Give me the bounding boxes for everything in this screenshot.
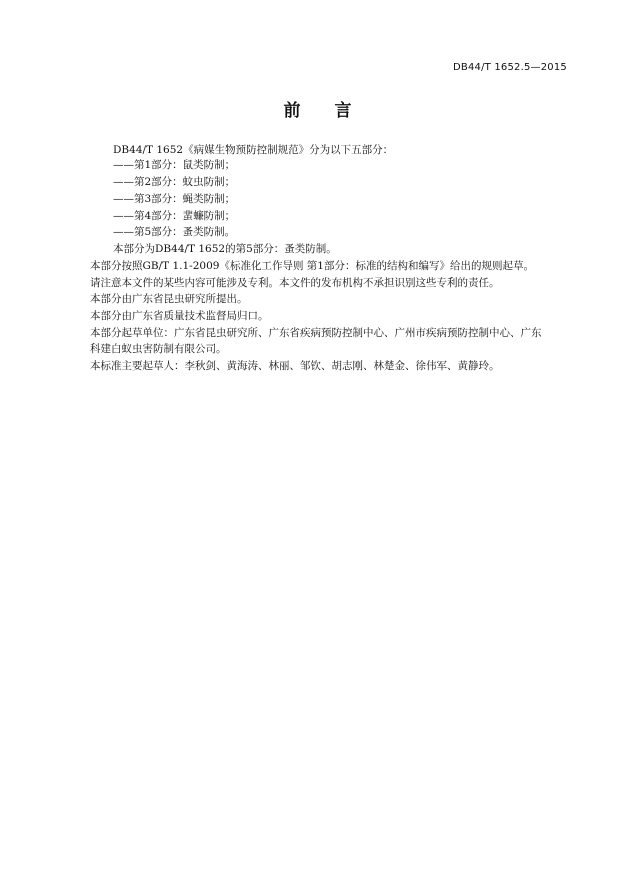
page-title-char-1: 前 [283, 101, 301, 121]
paragraph-drafting-units-cont: 科建白蚁虫害防制有限公司。 [90, 343, 227, 355]
standard-code: DB44/T 1652.5—2015 [453, 62, 567, 73]
list-item-part-4: ——第4部分：蜚蠊防制； [113, 210, 236, 222]
page-title-char-2: 言 [334, 101, 352, 121]
paragraph-this-part: 本部分为DB44/T 1652的第5部分：蚤类防制。 [113, 243, 337, 255]
paragraph-parts-intro: DB44/T 1652《病媒生物预防控制规范》分为以下五部分： [113, 144, 394, 156]
list-item-part-1: ——第1部分：鼠类防制； [113, 159, 236, 171]
paragraph-patent-notice: 请注意本文件的某些内容可能涉及专利。本文件的发布机构不承担识别这些专利的责任。 [90, 277, 500, 289]
paragraph-drafting-units: 本部分起草单位：广东省昆虫研究所、广东省疾病预防控制中心、广州市疾病预防控制中心、广东 [90, 327, 542, 339]
paragraph-proposed-by: 本部分由广东省昆虫研究所提出。 [90, 293, 248, 305]
paragraph-centralized-by: 本部分由广东省质量技术监督局归口。 [90, 310, 269, 322]
list-item-part-3: ——第3部分：蝇类防制； [113, 193, 236, 205]
paragraph-main-drafters: 本标准主要起草人：李秋剑、黄海涛、林丽、邹钦、胡志刚、林楚金、徐伟军、黄静玲。 [90, 360, 500, 372]
list-item-part-2: ——第2部分：蚊虫防制； [113, 176, 236, 188]
page-title [0, 96, 635, 121]
paragraph-drafting-rules: 本部分按照GB/T 1.1-2009《标准化工作导则 第1部分：标准的结构和编写》给出的规则起草。 [90, 260, 534, 272]
list-item-part-5: ——第5部分：蚤类防制。 [113, 226, 236, 238]
